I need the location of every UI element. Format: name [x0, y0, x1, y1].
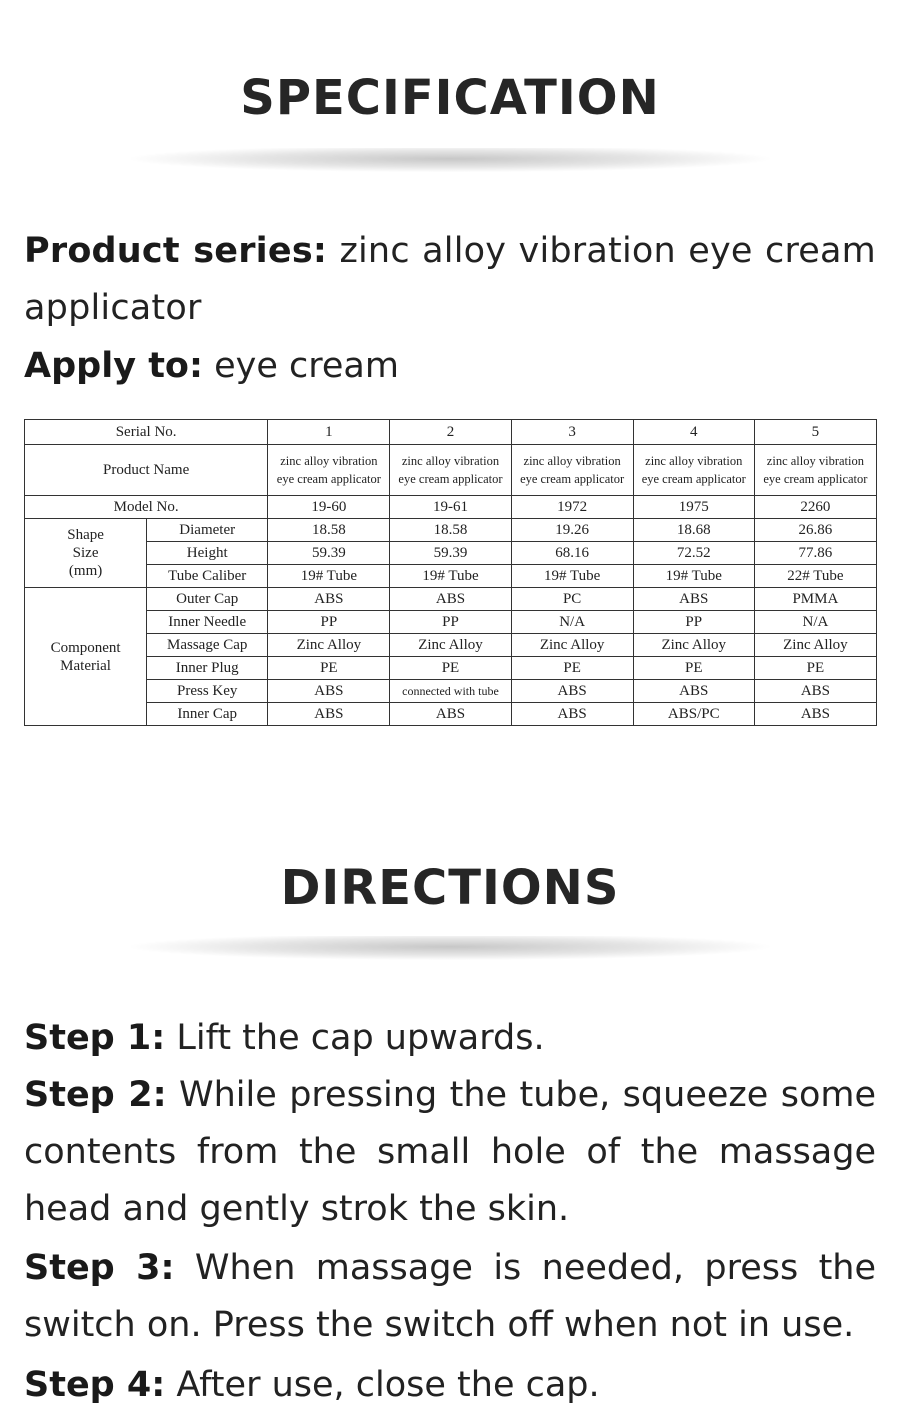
specification-table — [24, 419, 877, 726]
title-shadow-divider — [20, 936, 880, 972]
row-label-cell: Inner Plug — [147, 657, 268, 680]
value-cell: 19.26 — [511, 519, 633, 542]
value-cell: 19# Tube — [268, 565, 390, 588]
serial-cell: 2 — [390, 420, 511, 445]
value-cell: PE — [754, 657, 876, 680]
model-cell: 1975 — [633, 496, 754, 519]
value-cell: 18.58 — [390, 519, 511, 542]
row-label-cell: Diameter — [147, 519, 268, 542]
step-3 — [24, 1240, 876, 1354]
value-cell: N/A — [511, 611, 633, 634]
row-label-cell: Massage Cap — [147, 634, 268, 657]
specification-title: SPECIFICATION — [240, 70, 660, 126]
value-cell: PMMA — [754, 588, 876, 611]
value-cell: ABS — [633, 588, 754, 611]
product-series-line — [24, 223, 876, 337]
serial-label-cell: Serial No. — [25, 420, 268, 445]
model-cell: 19-60 — [268, 496, 390, 519]
row-label-cell: Inner Cap — [147, 703, 268, 726]
step-text: After use, close the cap. — [176, 1365, 600, 1405]
value-cell: ABS — [511, 703, 633, 726]
serial-cell: 4 — [633, 420, 754, 445]
step-text: While pressing the tube, squeeze some contents from the small hole of the massage head and gently strok the skin. — [24, 1075, 876, 1229]
apply-to-label: Apply to: — [24, 346, 203, 386]
value-cell: PC — [511, 588, 633, 611]
table-row — [25, 420, 877, 445]
product-name-cell: zinc alloy vibration eye cream applicator — [511, 445, 633, 496]
step-text: When massage is needed, press the switch on. Press the switch off when not in use. — [24, 1248, 877, 1345]
product-name-cell: zinc alloy vibration eye cream applicator — [754, 445, 876, 496]
table-row — [25, 542, 877, 565]
value-cell: Zinc Alloy — [754, 634, 876, 657]
value-cell: ABS — [390, 703, 511, 726]
value-cell: ABS/PC — [633, 703, 754, 726]
value-cell: 19# Tube — [633, 565, 754, 588]
product-series-value: zinc alloy vibration eye cream applicator — [24, 231, 876, 328]
table-row — [25, 680, 877, 703]
value-cell: ABS — [390, 588, 511, 611]
step-1 — [24, 1010, 876, 1067]
value-cell: 77.86 — [754, 542, 876, 565]
title-shadow-divider — [20, 148, 880, 184]
serial-cell: 1 — [268, 420, 390, 445]
value-cell: ABS — [511, 680, 633, 703]
value-cell: PE — [390, 657, 511, 680]
value-cell: 19# Tube — [390, 565, 511, 588]
table-row — [25, 657, 877, 680]
product-name-cell: zinc alloy vibration eye cream applicator — [633, 445, 754, 496]
value-cell: Zinc Alloy — [268, 634, 390, 657]
value-cell: PP — [633, 611, 754, 634]
table-row — [25, 634, 877, 657]
value-cell: PP — [268, 611, 390, 634]
shape-size-group-cell: Shape Size (mm) — [25, 519, 147, 588]
value-cell: ABS — [633, 680, 754, 703]
value-cell: Zinc Alloy — [511, 634, 633, 657]
table-row — [25, 519, 877, 542]
value-cell: 72.52 — [633, 542, 754, 565]
value-cell: ABS — [754, 703, 876, 726]
table-row — [25, 565, 877, 588]
table-row — [25, 588, 877, 611]
table-row — [25, 496, 877, 519]
value-cell: Zinc Alloy — [633, 634, 754, 657]
step-2 — [24, 1067, 876, 1238]
step-text: Lift the cap upwards. — [176, 1018, 545, 1058]
value-cell: 68.16 — [511, 542, 633, 565]
apply-to-value: eye cream — [214, 346, 399, 386]
value-cell: ABS — [268, 680, 390, 703]
model-cell: 1972 — [511, 496, 633, 519]
serial-cell: 5 — [754, 420, 876, 445]
product-name-cell: zinc alloy vibration eye cream applicator — [268, 445, 390, 496]
step-label: Step 3: — [24, 1248, 175, 1288]
model-cell: 2260 — [754, 496, 876, 519]
table-row — [25, 611, 877, 634]
step-4 — [24, 1357, 876, 1414]
step-label: Step 2: — [24, 1075, 167, 1115]
step-label: Step 1: — [24, 1018, 166, 1058]
directions-title: DIRECTIONS — [280, 860, 620, 916]
product-name-cell: zinc alloy vibration eye cream applicator — [390, 445, 511, 496]
row-label-cell: Press Key — [147, 680, 268, 703]
value-cell: 18.58 — [268, 519, 390, 542]
product-name-label-cell: Product Name — [25, 445, 268, 496]
value-cell: 59.39 — [390, 542, 511, 565]
component-material-group-cell: Component Material — [25, 588, 147, 726]
step-label: Step 4: — [24, 1365, 166, 1405]
row-label-cell: Tube Caliber — [147, 565, 268, 588]
value-cell: 18.68 — [633, 519, 754, 542]
value-cell: PP — [390, 611, 511, 634]
value-cell: ABS — [268, 588, 390, 611]
model-cell: 19-61 — [390, 496, 511, 519]
row-label-cell: Inner Needle — [147, 611, 268, 634]
value-cell: ABS — [754, 680, 876, 703]
value-cell: 26.86 — [754, 519, 876, 542]
value-cell: Zinc Alloy — [390, 634, 511, 657]
row-label-cell: Outer Cap — [147, 588, 268, 611]
model-label-cell: Model No. — [25, 496, 268, 519]
apply-to-line — [24, 338, 876, 395]
value-cell: 19# Tube — [511, 565, 633, 588]
table-row — [25, 703, 877, 726]
value-cell: 59.39 — [268, 542, 390, 565]
value-cell: PE — [633, 657, 754, 680]
row-label-cell: Height — [147, 542, 268, 565]
value-cell: ABS — [268, 703, 390, 726]
value-cell: connected with tube — [390, 680, 511, 703]
value-cell: N/A — [754, 611, 876, 634]
product-series-label: Product series: — [24, 231, 328, 271]
value-cell: 22# Tube — [754, 565, 876, 588]
value-cell: PE — [268, 657, 390, 680]
value-cell: PE — [511, 657, 633, 680]
serial-cell: 3 — [511, 420, 633, 445]
table-row — [25, 445, 877, 496]
